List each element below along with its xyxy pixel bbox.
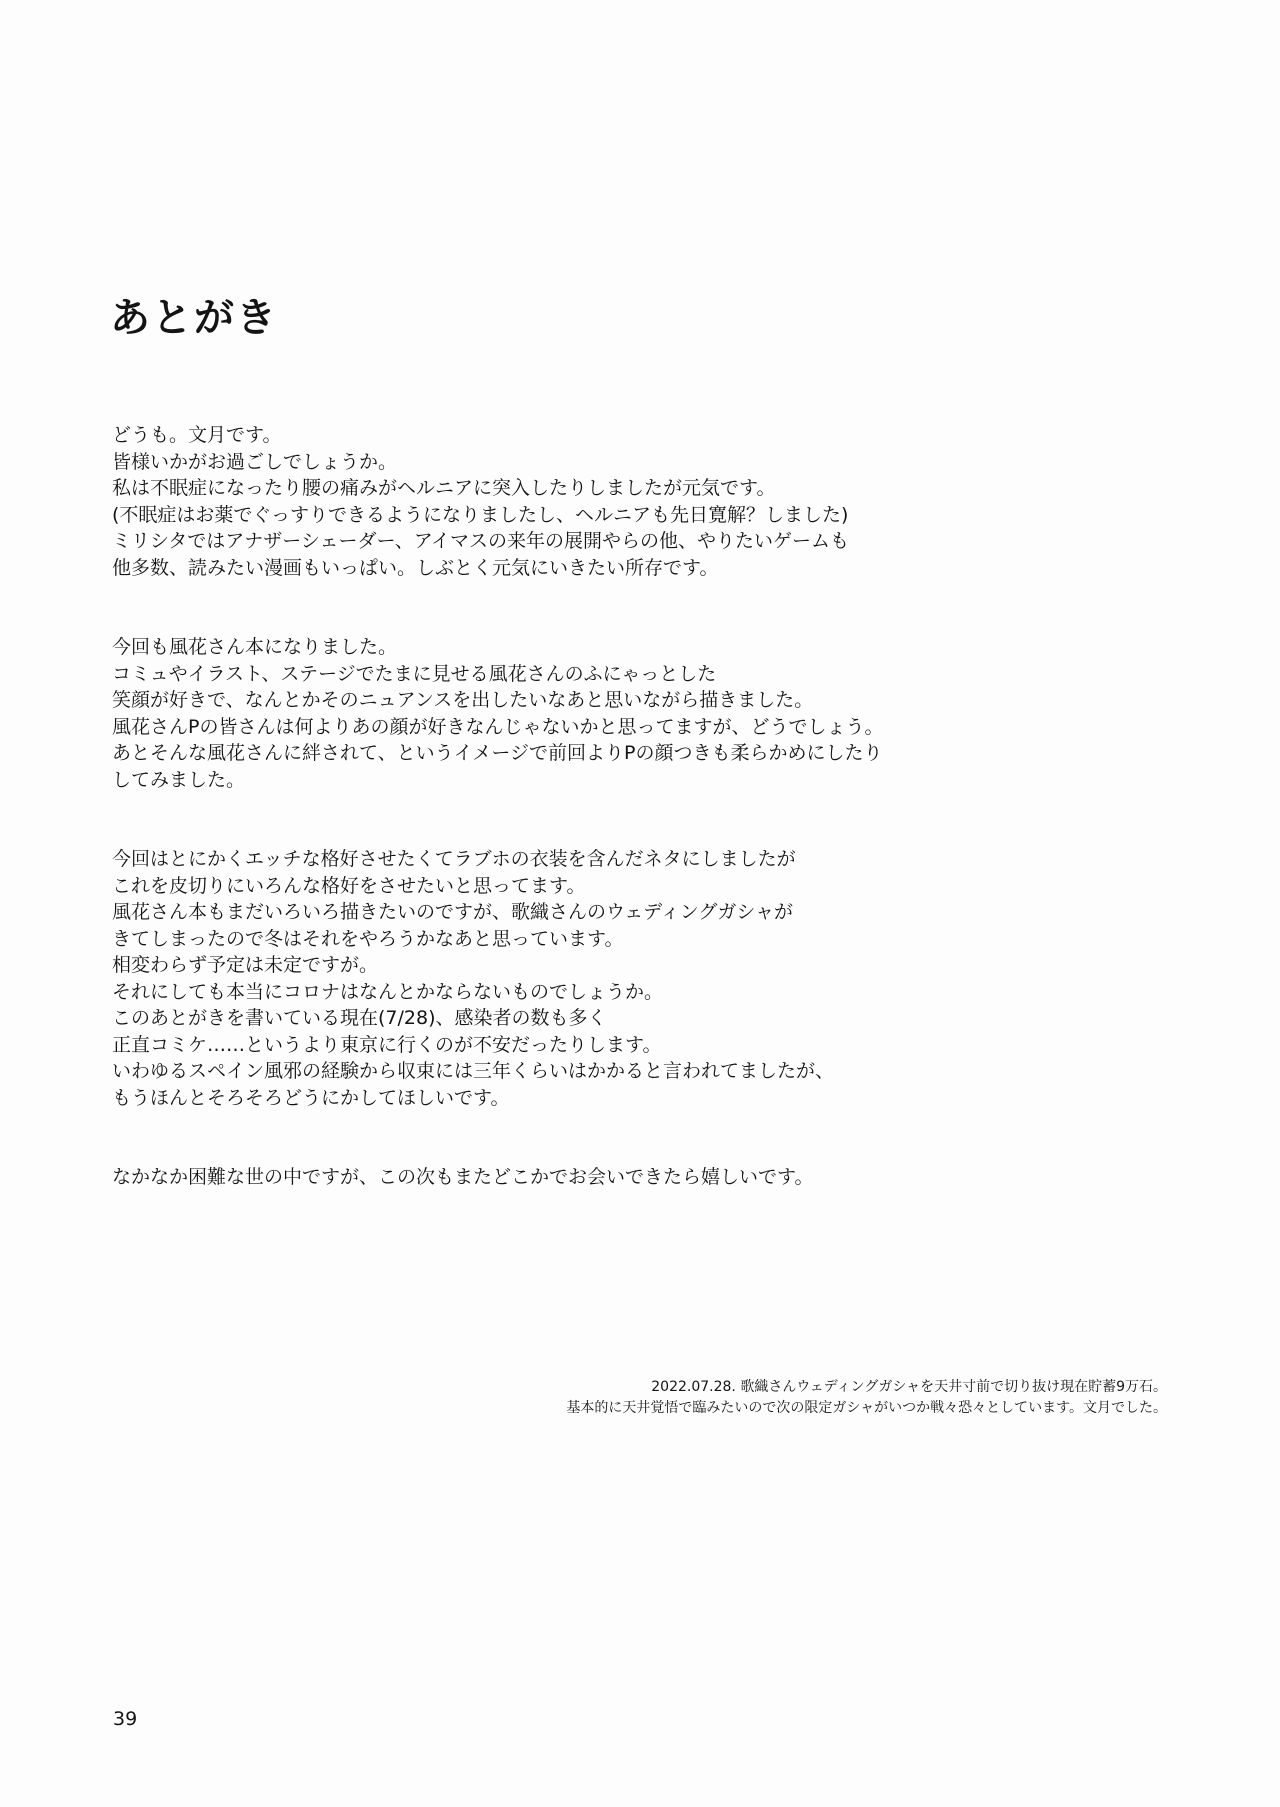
afterword-body xyxy=(112,422,1172,1244)
text-line: このあとがきを書いている現在(7/28)、感染者の数も多く xyxy=(112,1007,607,1029)
text-line: どうも。文月です。 xyxy=(112,424,282,446)
page-title: あとがき xyxy=(110,295,278,341)
text-line: 笑顔が好きで、なんとかそのニュアンスを出したいなあと思いながら描きました。 xyxy=(112,689,814,711)
text-line: 今回も風花さん本になりました。 xyxy=(112,636,398,658)
text-line: コミュやイラスト、ステージでたまに見せる風花さんのふにゃっとした xyxy=(112,662,717,685)
footnote-line: 基本的に天井覚悟で臨みたいので次の限定ガシャがいつか戦々恐々としています。文月でした。 xyxy=(566,1400,1167,1416)
text-line: あとそんな風花さんに絆されて、というイメージで前回よりPの顔つきも柔らかめにしたり xyxy=(112,742,883,764)
paragraph-about-book xyxy=(112,634,1172,793)
text-line: これを皮切りにいろんな格好をさせたいと思ってます。 xyxy=(112,874,586,897)
text-line: 今回はとにかくエッチな格好させたくてラブホの衣装を含んだネタにしましたが xyxy=(112,848,796,870)
text-line: いわゆるスペイン風邪の経験から収束には三年くらいはかかると言われてましたが、 xyxy=(112,1060,835,1082)
paragraph-greeting xyxy=(112,422,1172,581)
text-line: してみました。 xyxy=(112,768,246,791)
text-line: 正直コミケ……というより東京に行くのが不安だったりします。 xyxy=(112,1033,662,1056)
paragraph-plans xyxy=(112,846,1172,1111)
paragraph-closing xyxy=(112,1164,1172,1191)
text-line: (不眠症はお薬でぐっすりできるようになりましたし、ヘルニアも先日寛解？しました) xyxy=(112,503,849,526)
text-line: 風花さんPの皆さんは何よりあの顔が好きなんじゃないかと思ってますが、どうでしょう。 xyxy=(112,715,884,738)
text-line: 風花さん本もまだいろいろ描きたいのですが、歌織さんのウェディングガシャが xyxy=(112,901,793,923)
text-line: 他多数、読みたい漫画もいっぱい。しぶとく元気にいきたい所存です。 xyxy=(112,556,719,579)
text-line: もうほんとそろそろどうにかしてほしいです。 xyxy=(112,1086,510,1109)
text-line: きてしまったので冬はそれをやろうかなあと思っています。 xyxy=(112,927,624,950)
text-line: 相変わらず予定は未定ですが。 xyxy=(112,954,379,976)
text-line: なかなか困難な世の中ですが、この次もまたどこかでお会いできたら嬉しいです。 xyxy=(112,1166,814,1188)
text-line: それにしても本当にコロナはなんとかならないものでしょうか。 xyxy=(112,980,664,1003)
text-line: 私は不眠症になったり腰の痛みがヘルニアに突入したりしましたが元気です。 xyxy=(112,477,776,499)
text-line: ミリシタではアナザーシェーダー、アイマスの来年の展開やらの他、やりたいゲームも xyxy=(112,530,850,552)
footnote xyxy=(566,1377,1167,1419)
page-number: 39 xyxy=(113,1708,138,1730)
text-line: 皆様いかがお過ごしでしょうか。 xyxy=(112,450,398,473)
footnote-line: 2022.07.28. 歌織さんウェディングガシャを天井寸前で切り抜け現在貯蓄9万石。 xyxy=(651,1379,1167,1395)
